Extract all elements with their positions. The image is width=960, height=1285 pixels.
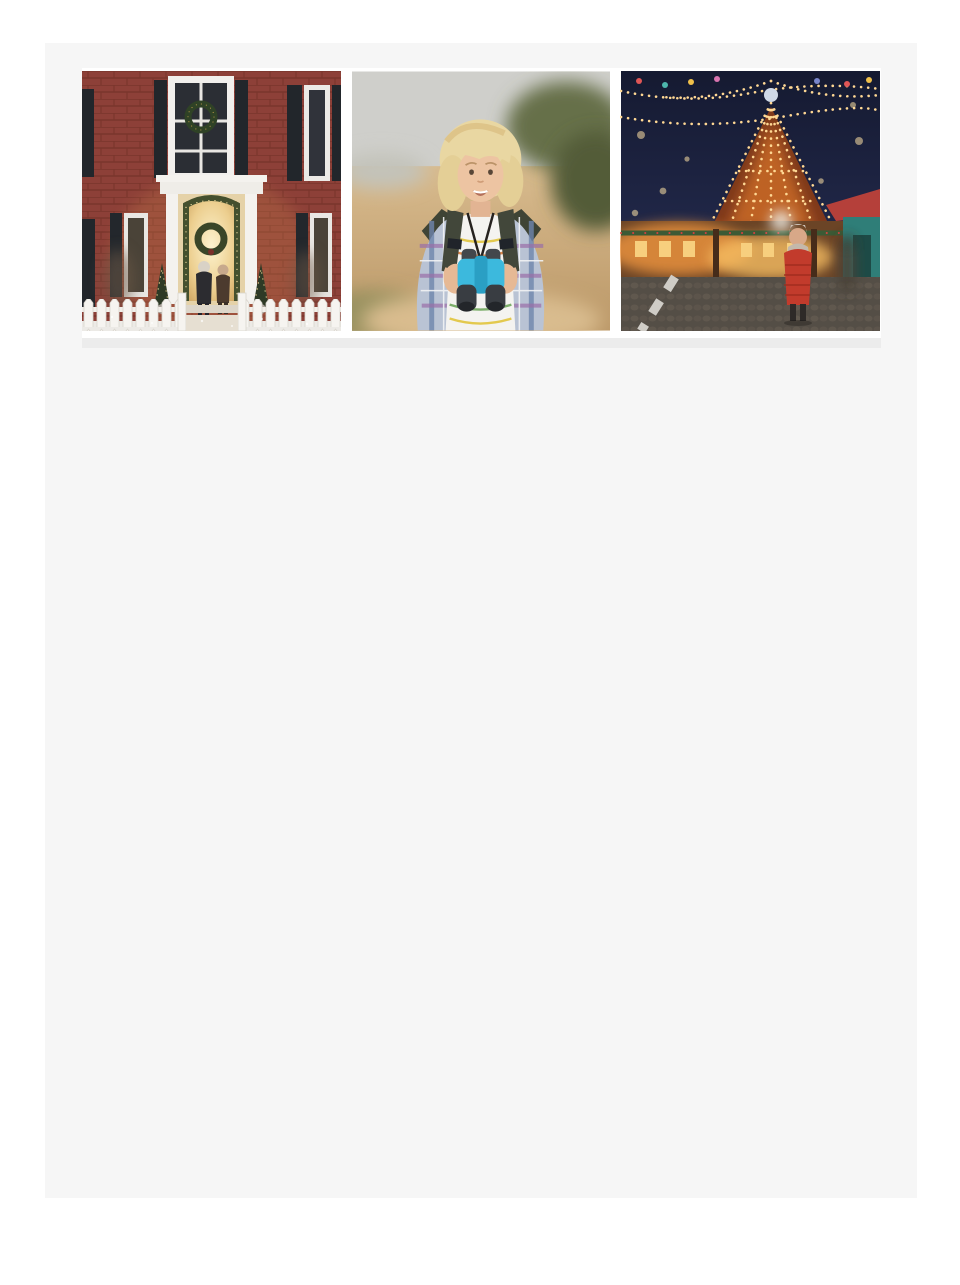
photo-block (82, 68, 881, 348)
photo-night-market (620, 71, 881, 331)
photo-row (82, 71, 881, 331)
photo-block-divider (82, 338, 881, 348)
article-panel (45, 43, 917, 1198)
photo-child-binoculars (352, 71, 610, 331)
photo-christmas-house (82, 71, 341, 331)
